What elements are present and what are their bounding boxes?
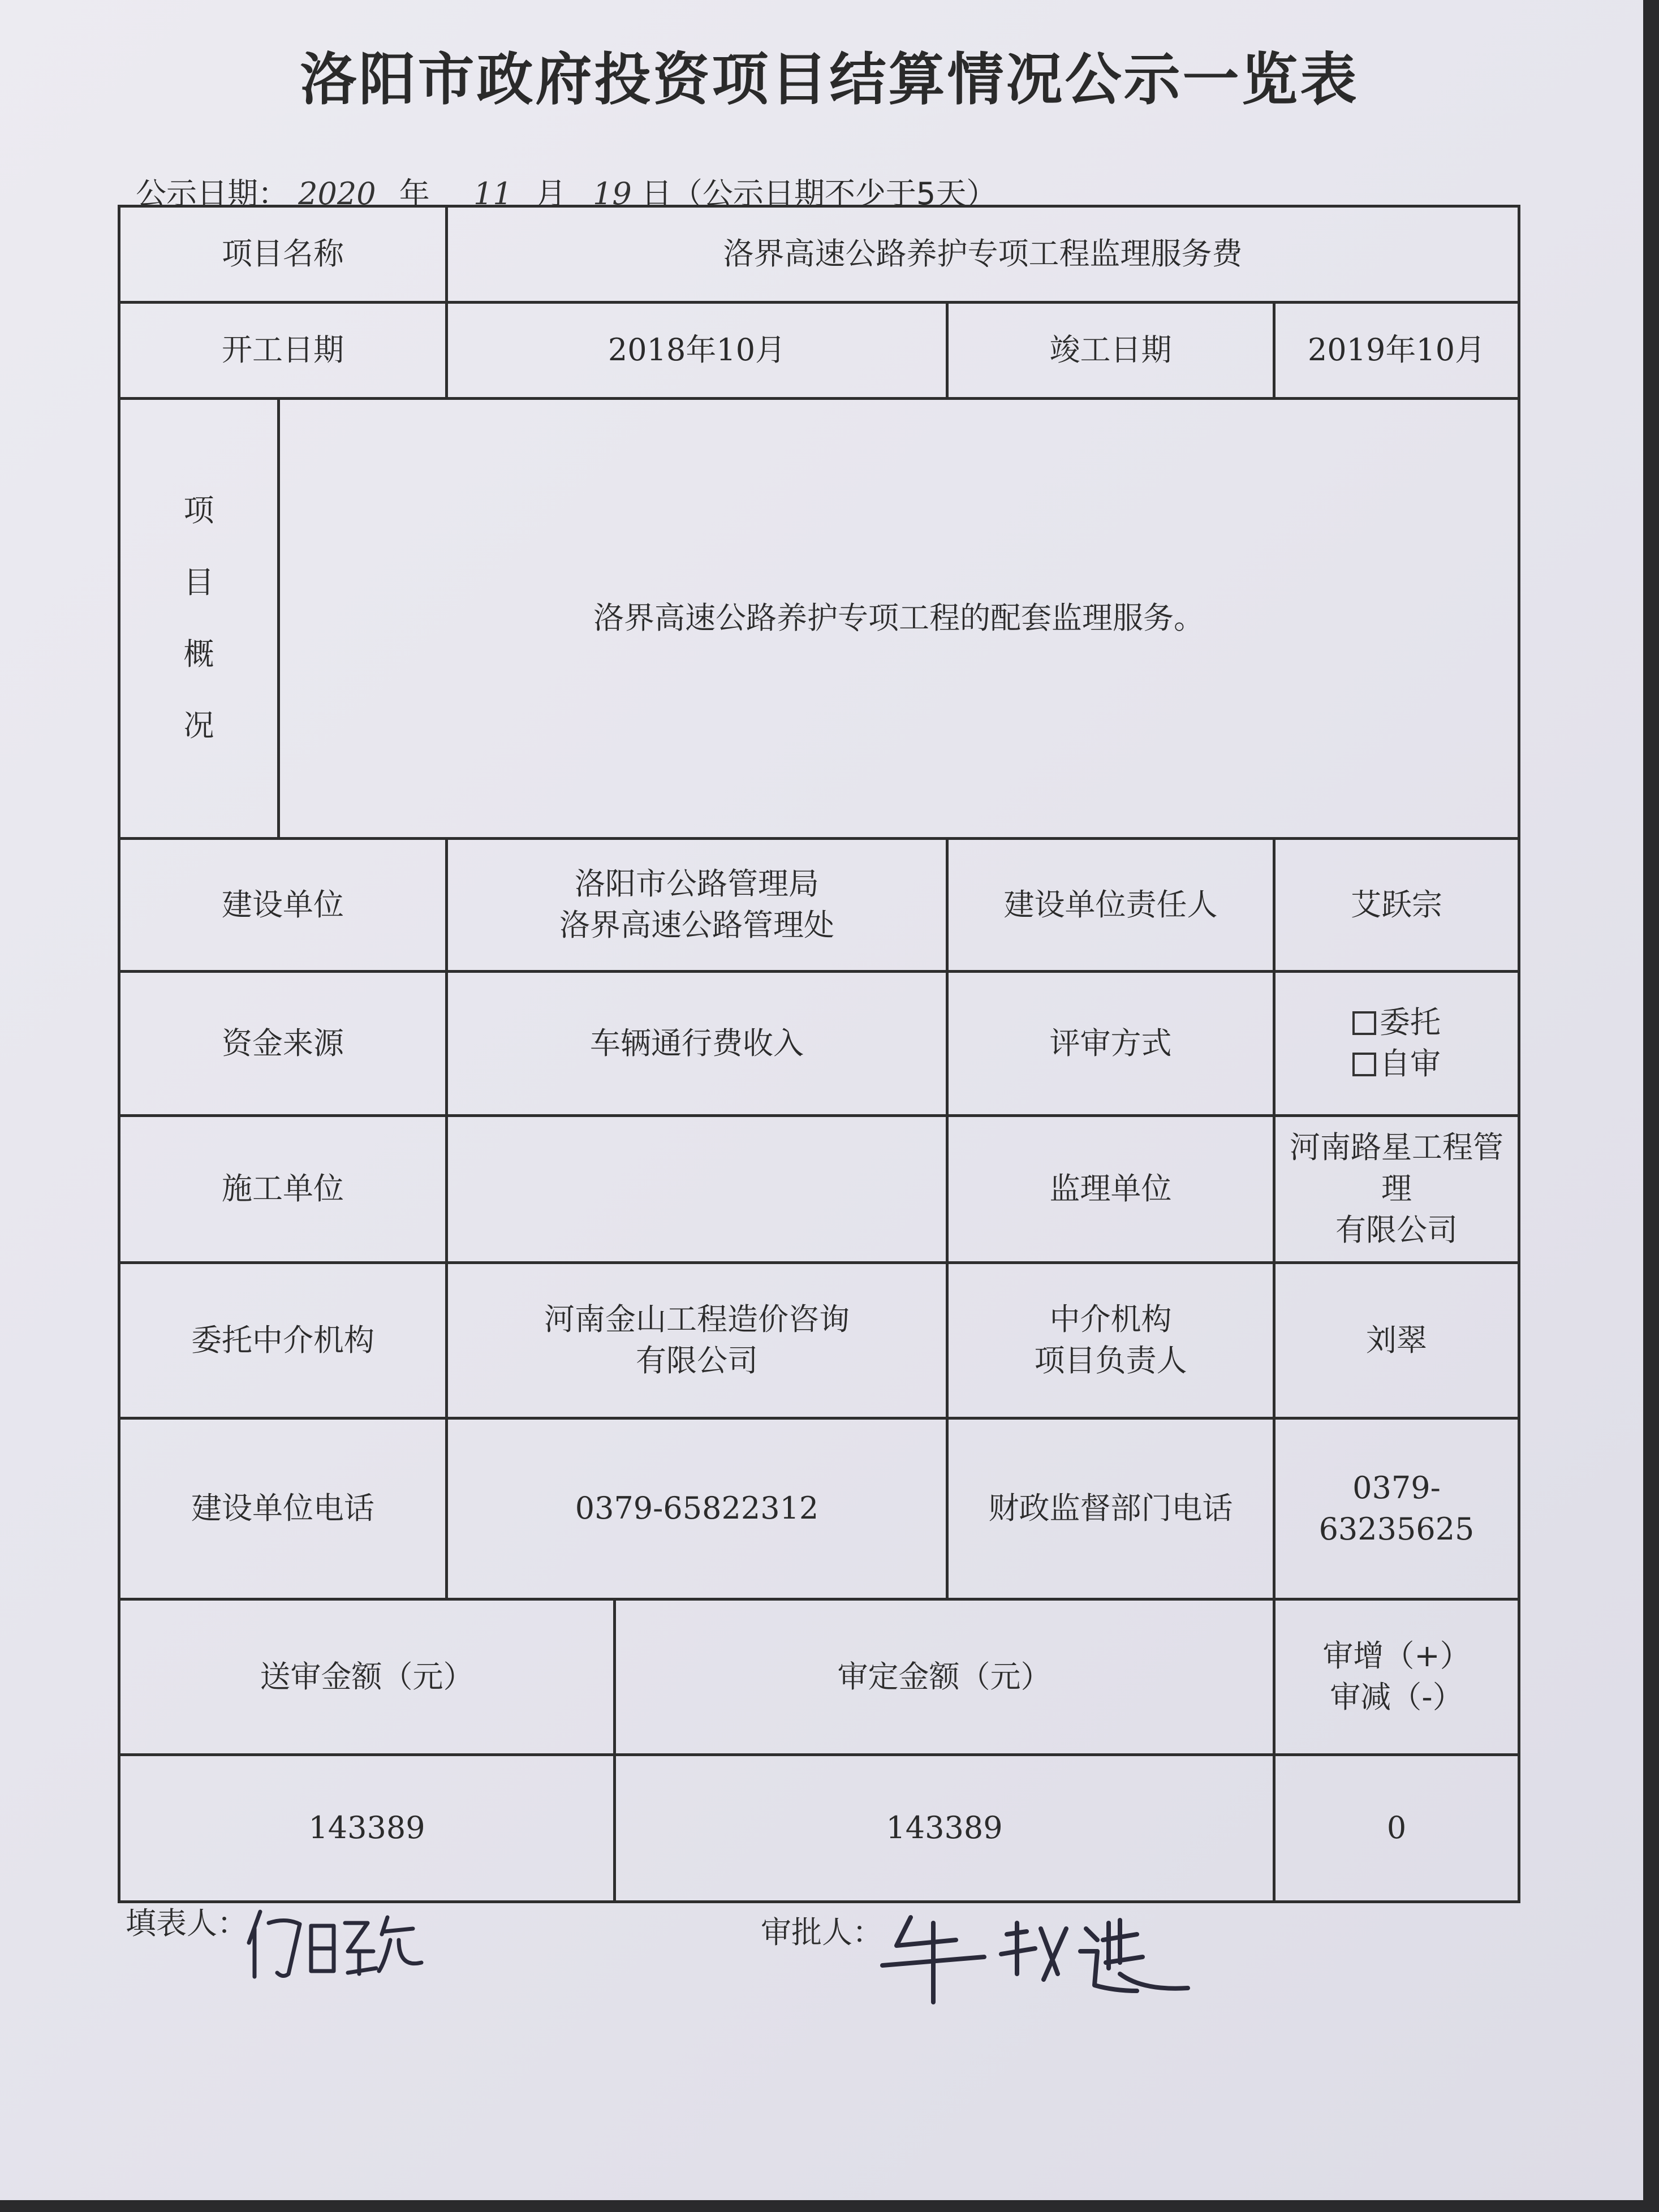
row-amount-values [119,1755,1519,1902]
row-agency [119,1263,1519,1418]
supervisor-value: 河南路星工程管理 有限公司 [1274,1116,1519,1263]
approver-label: 审批人： [761,1915,883,1950]
start-date-value: 2018年10月 [447,303,947,399]
settlement-form-table [118,205,1520,1903]
year-char: 年 [399,176,430,212]
date-day-handwritten: 19 [593,176,632,212]
summary-label-char: 况 [183,708,214,744]
review-option-entrust-label: 委托 [1380,1004,1441,1041]
supervisor-label: 监理单位 [947,1116,1274,1263]
date-month-handwritten: 11 [473,176,512,212]
project-name-label: 项目名称 [119,206,447,303]
contractor-label: 施工单位 [119,1116,447,1263]
builder-label: 建设单位 [119,839,447,972]
summary-label-char: 项 [183,492,214,528]
agency-label: 委托中介机构 [119,1263,447,1418]
approved-amount-label: 审定金额（元） [615,1599,1274,1755]
filler-label: 填表人： [126,1905,248,1941]
fund-value: 车辆通行费收入 [447,972,947,1116]
agency-person-value: 刘翠 [1274,1263,1519,1418]
fund-label: 资金来源 [119,972,447,1116]
row-phones [119,1418,1519,1599]
end-date-label: 竣工日期 [947,303,1274,399]
builder-phone-value: 0379-65822312 [447,1418,947,1599]
document-title: 洛阳市政府投资项目结算情况公示一览表 [300,46,1359,113]
review-method-label: 评审方式 [947,972,1274,1116]
builder-person-value: 艾跃宗 [1274,839,1519,972]
builder-value: 洛阳市公路管理局 洛界高速公路管理处 [447,839,947,972]
filler-signature-image [238,1900,430,1985]
diff-amount-value: 0 [1274,1755,1519,1902]
finance-phone-value: 0379-63235625 [1274,1418,1519,1599]
row-builder [119,839,1519,972]
finance-phone-label: 财政监督部门电话 [947,1418,1274,1599]
date-year-handwritten: 2020 [298,176,376,212]
day-note: 日（公示日期不少于5天） [641,176,997,212]
row-dates [119,303,1519,399]
row-contractor [119,1116,1519,1263]
project-name-value: 洛界高速公路养护专项工程监理服务费 [447,206,1519,303]
review-option-entrust[interactable] [1352,1002,1441,1044]
row-project-name [119,206,1519,303]
agency-value: 河南金山工程造价咨询 有限公司 [447,1263,947,1418]
checkbox-icon [1352,1011,1376,1035]
row-summary [119,399,1519,839]
builder-phone-label: 建设单位电话 [119,1418,447,1599]
row-fund [119,972,1519,1116]
submitted-amount-value: 143389 [119,1755,615,1902]
review-option-self-label: 自审 [1380,1046,1441,1081]
summary-label-char: 概 [183,636,214,672]
month-char: 月 [535,176,566,212]
summary-label-char: 目 [183,564,214,600]
checkbox-icon [1352,1053,1376,1076]
diff-amount-label: 审增（+） 审减（-） [1274,1599,1519,1755]
end-date-value: 2019年10月 [1274,303,1519,399]
contractor-value [447,1116,947,1263]
date-label: 公示日期： [136,176,288,212]
review-option-self[interactable] [1352,1044,1441,1085]
row-amount-headers [119,1599,1519,1755]
approver-signature-image [871,1906,1199,2013]
summary-label [119,399,279,839]
agency-person-label: 中介机构 项目负责人 [947,1263,1274,1418]
builder-person-label: 建设单位责任人 [947,839,1274,972]
review-method-options [1274,972,1519,1116]
approved-amount-value: 143389 [615,1755,1274,1902]
summary-value: 洛界高速公路养护专项工程的配套监理服务。 [279,399,1519,839]
start-date-label: 开工日期 [119,303,447,399]
submitted-amount-label: 送审金额（元） [119,1599,615,1755]
